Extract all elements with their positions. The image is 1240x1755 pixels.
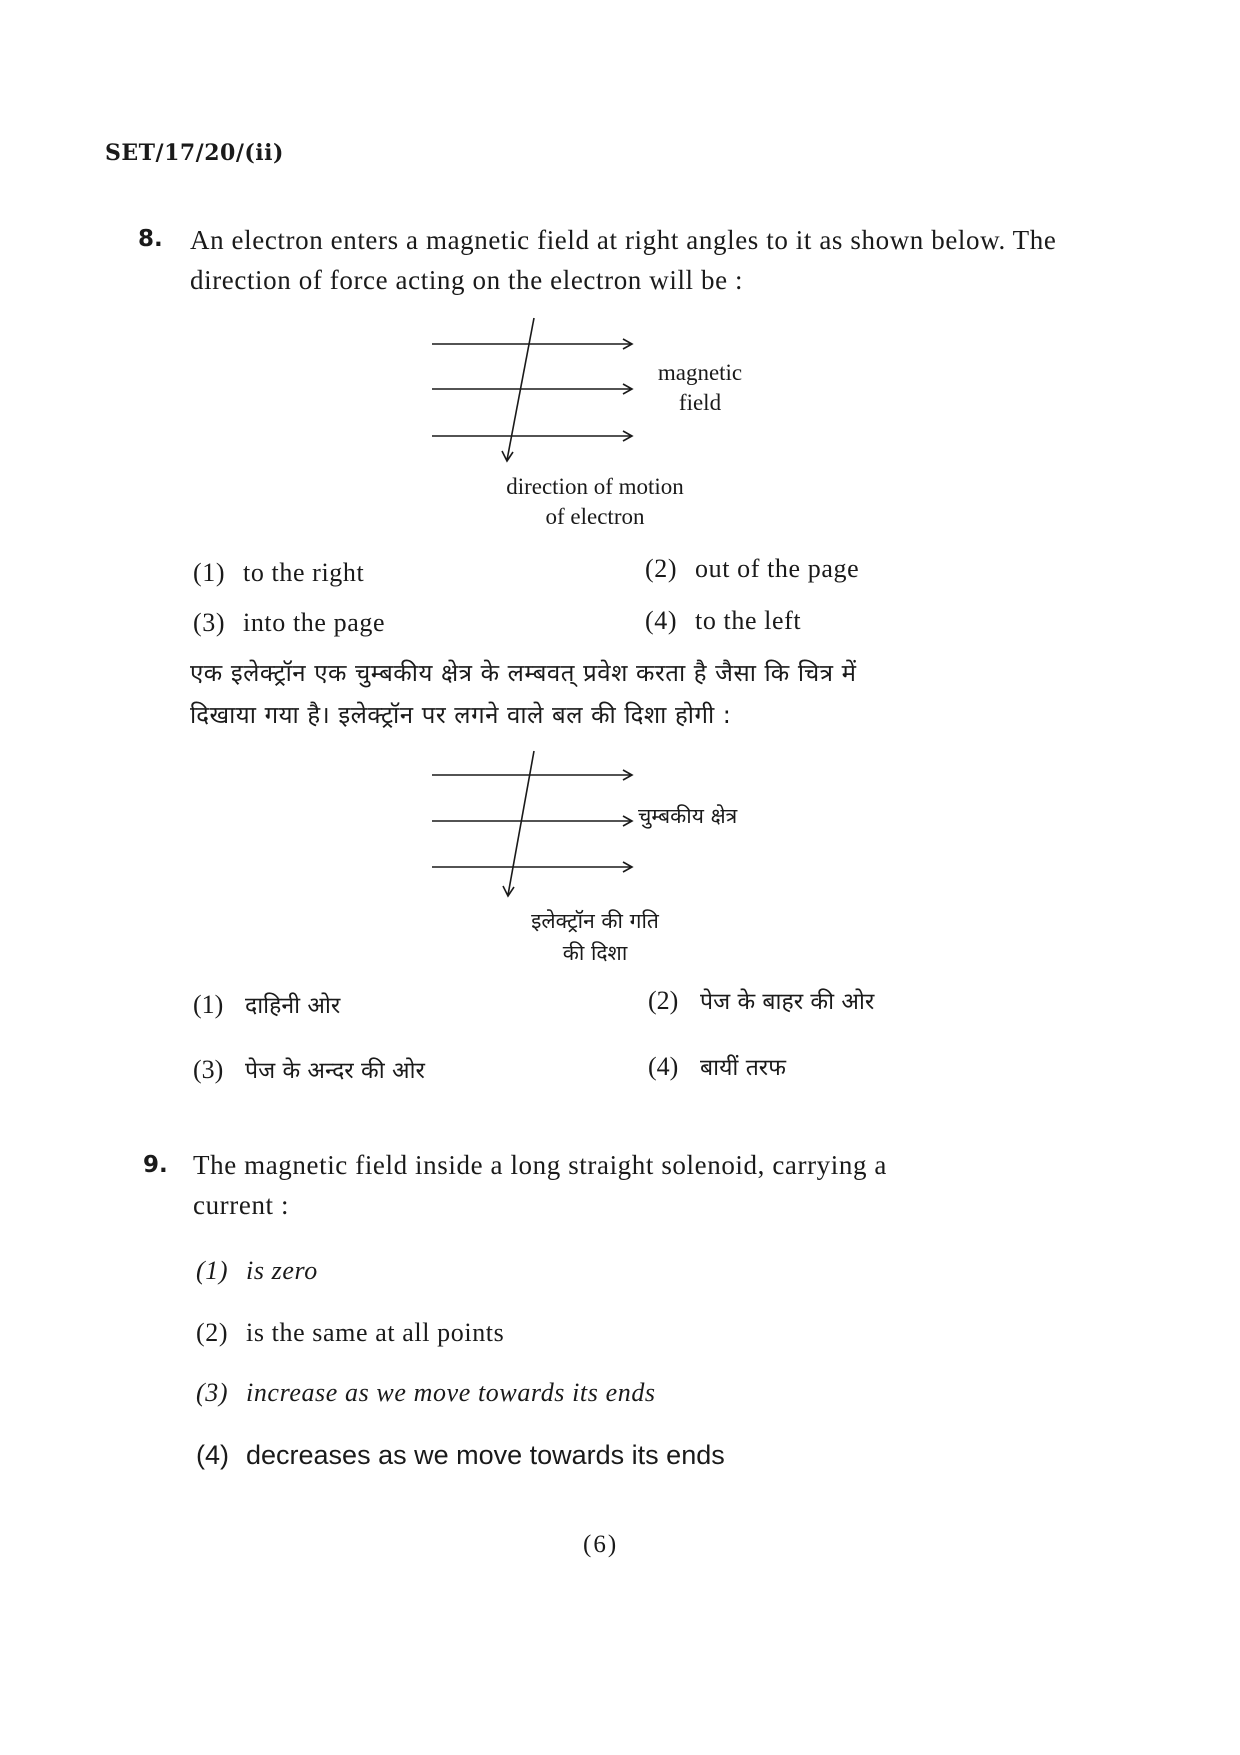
q8-hindi-option-1[interactable]: (1) दाहिनी ओर [193,990,341,1019]
magnetic-field-diagram [420,310,660,470]
question-8-hindi-text: एक इलेक्ट्रॉन एक चुम्बकीय क्षेत्र के लम्बवत् प्रवेश करता है जैसा कि चित्र में दिखाया गया है। इलेक्ट्रॉन पर लगने वाले बल की दिशा होगी : [190,659,857,729]
q8-hindi-option-4[interactable]: (4) बायीं तरफ [648,1052,786,1081]
q8-option-3[interactable]: (3) into the page [193,608,386,637]
page-number: (6) [583,1531,619,1558]
magnetic-field-label-hindi: चुम्बकीय क्षेत्र [638,804,738,828]
q9-option-2[interactable]: (2) is the same at all points [196,1318,505,1347]
question-8-text: An electron enters a magnetic field at right angles to it as shown below. The direction of force acting on the electron will be : [190,225,1057,295]
magnetic-field-diagram-hindi [420,745,660,905]
electron-motion-label: direction of motion of electron [506,474,684,529]
question-9-number: 9. [143,1152,168,1178]
q8-hindi-option-2[interactable]: (2) पेज के बाहर की ओर [648,986,875,1015]
q9-option-4[interactable]: (4) decreases as we move towards its ends [196,1440,725,1470]
set-code: SET/17/20/(ii) [105,140,284,166]
q9-option-3[interactable]: (3) increase as we move towards its ends [196,1378,656,1407]
electron-path-line-hi [508,751,534,895]
q8-hindi-option-3[interactable]: (3) पेज के अन्दर की ओर [193,1055,425,1084]
electron-motion-label-hindi: इलेक्ट्रॉन की गति की दिशा [531,909,659,965]
question-9-text: The magnetic field inside a long straight solenoid, carrying a current : [193,1150,888,1220]
q9-option-1[interactable]: (1) is zero [196,1256,318,1285]
magnetic-field-label: magnetic field [657,360,743,415]
q8-option-4[interactable]: (4) to the left [645,606,802,635]
q8-option-1[interactable]: (1) to the right [193,558,365,587]
q8-option-2[interactable]: (2) out of the page [645,554,860,583]
question-8-number: 8. [138,226,163,252]
